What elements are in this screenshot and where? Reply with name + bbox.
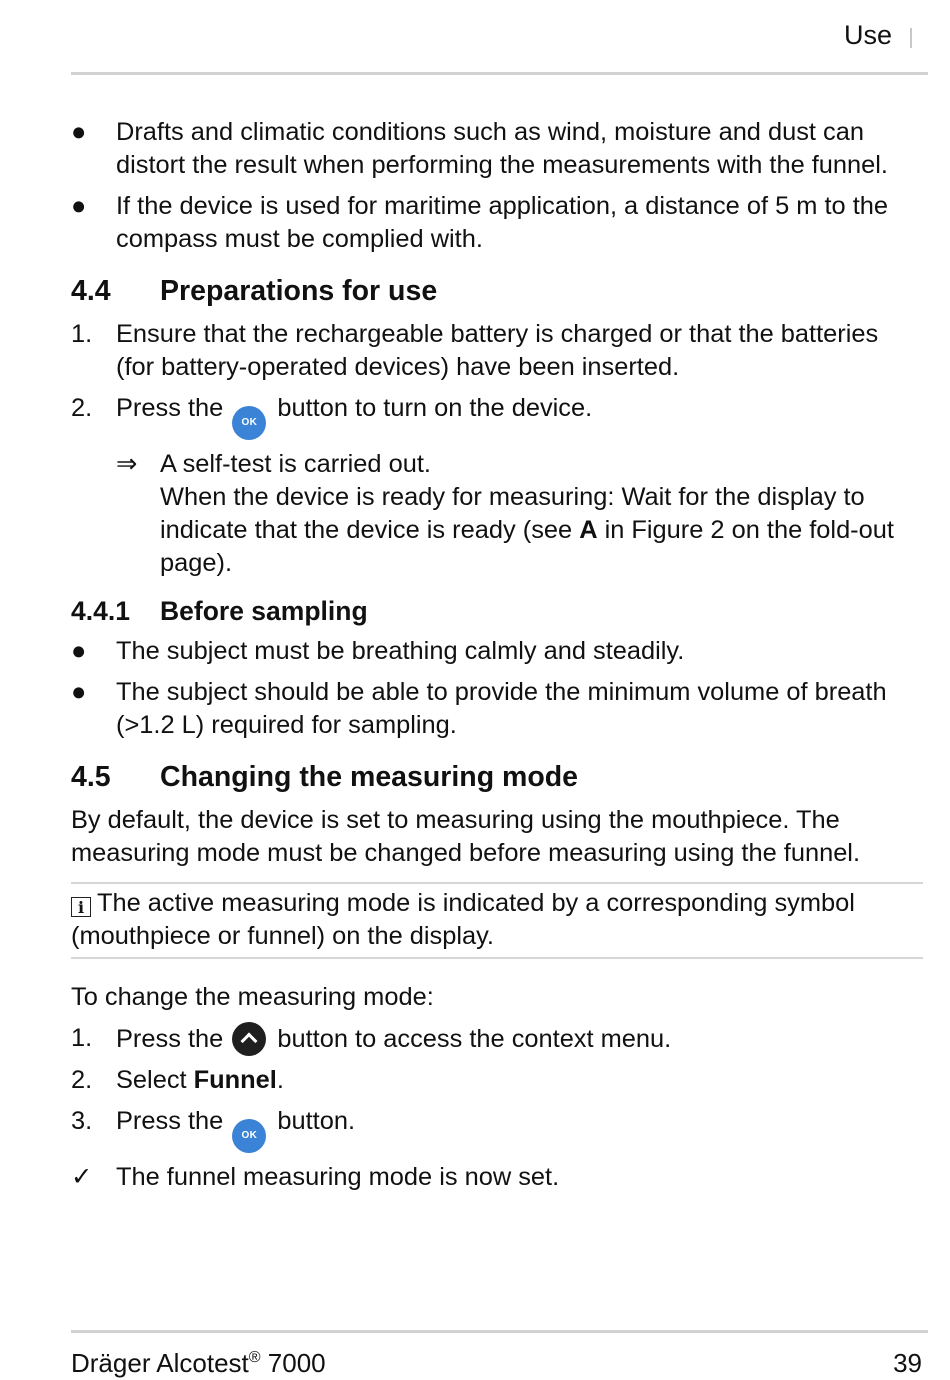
section-heading-4-5 (71, 759, 923, 795)
section-intro: By default, the device is set to measuring using the mouthpiece. The measuring mode must be changed before measuring using the funnel. (71, 806, 861, 867)
page-number: 39 (893, 1348, 922, 1378)
step-item (71, 392, 923, 440)
intro-bullet (71, 116, 923, 182)
result-text: in Figure 2 on the fold-out page). (160, 516, 894, 577)
step-number: 1. (71, 1024, 93, 1052)
registered-mark: ® (248, 1349, 261, 1366)
bullet-text: The subject should be able to provide the minimum volume of breath (>1.2 L) required for sampling. (116, 678, 887, 739)
footer-product-name (71, 1346, 326, 1380)
page-content (71, 116, 923, 1194)
step-text: button. (277, 1107, 356, 1135)
step-text: Press the (116, 1025, 224, 1053)
bullet-text: The subject must be breathing calmly and steadily. (116, 637, 685, 665)
step-result (71, 448, 923, 580)
step-number: 1. (71, 320, 93, 348)
header-section-title: Use (843, 20, 892, 50)
bullet-text: If the device is used for maritime application, a distance of 5 m to the compass must be complied with. (116, 192, 888, 253)
bullet-dot: ● (71, 637, 87, 665)
step-text: Ensure that the rechargeable battery is charged or that the batteries (for battery-operated devices) have been inserted. (116, 320, 879, 381)
step-item (71, 1022, 923, 1056)
step-number: 2. (71, 394, 93, 422)
intro-bullet (71, 190, 923, 256)
section-number: 4.5 (71, 761, 111, 793)
step-number: 2. (71, 1066, 93, 1094)
step-item (71, 1105, 923, 1153)
info-icon: i (71, 897, 91, 917)
procedure-lead: To change the measuring mode: (71, 983, 434, 1011)
ok-button-icon: OK (232, 406, 266, 440)
step-text: Press the (116, 394, 224, 422)
step-number: 3. (71, 1107, 93, 1135)
section-title: Changing the measuring mode (160, 761, 579, 793)
context-menu-button-icon (232, 1022, 266, 1056)
figure-reference: A (579, 516, 598, 544)
section-title: Before sampling (160, 596, 368, 626)
check-icon: ✓ (71, 1163, 93, 1191)
section-number: 4.4 (71, 275, 111, 307)
result-line: A self-test is carried out. (160, 450, 431, 478)
bullet-dot: ● (71, 678, 87, 706)
bullet-text: Drafts and climatic conditions such as wind, moisture and dust can distort the result when performing the measurements with the funnel. (116, 118, 888, 179)
result-line (160, 481, 923, 580)
header-divider (71, 72, 928, 75)
step-text: button to turn on the device. (277, 394, 593, 422)
final-result (71, 1161, 923, 1194)
section-heading-4-4-1 (71, 594, 923, 628)
product-name: Dräger Alcotest (71, 1348, 249, 1378)
section-title: Preparations for use (160, 275, 438, 307)
step-text: Press the (116, 1107, 224, 1135)
sampling-bullet (71, 635, 923, 668)
info-note (71, 882, 923, 959)
section-heading-4-4 (71, 273, 923, 309)
menu-option: Funnel (193, 1066, 277, 1094)
step-text: Select (116, 1066, 194, 1094)
step-text: button to access the context menu. (277, 1025, 672, 1053)
ok-button-icon: OK (232, 1119, 266, 1153)
product-model: 7000 (260, 1348, 326, 1378)
result-arrow: ⇒ (116, 450, 138, 478)
result-text: The funnel measuring mode is now set. (116, 1163, 560, 1191)
header-marker (910, 28, 912, 48)
step-text: . (276, 1066, 284, 1094)
section-number: 4.4.1 (71, 596, 130, 626)
bullet-dot: ● (71, 118, 87, 146)
bullet-dot: ● (71, 192, 87, 220)
step-item (71, 318, 923, 384)
step-item (71, 1064, 923, 1097)
note-text: The active measuring mode is indicated by a corresponding symbol (mouthpiece or funnel) on the display. (71, 889, 855, 950)
footer-divider (71, 1330, 928, 1333)
sampling-bullet (71, 676, 923, 742)
result-text: When the device is ready for measuring: Wait for the display to indicate that the device is ready (see (160, 483, 865, 544)
